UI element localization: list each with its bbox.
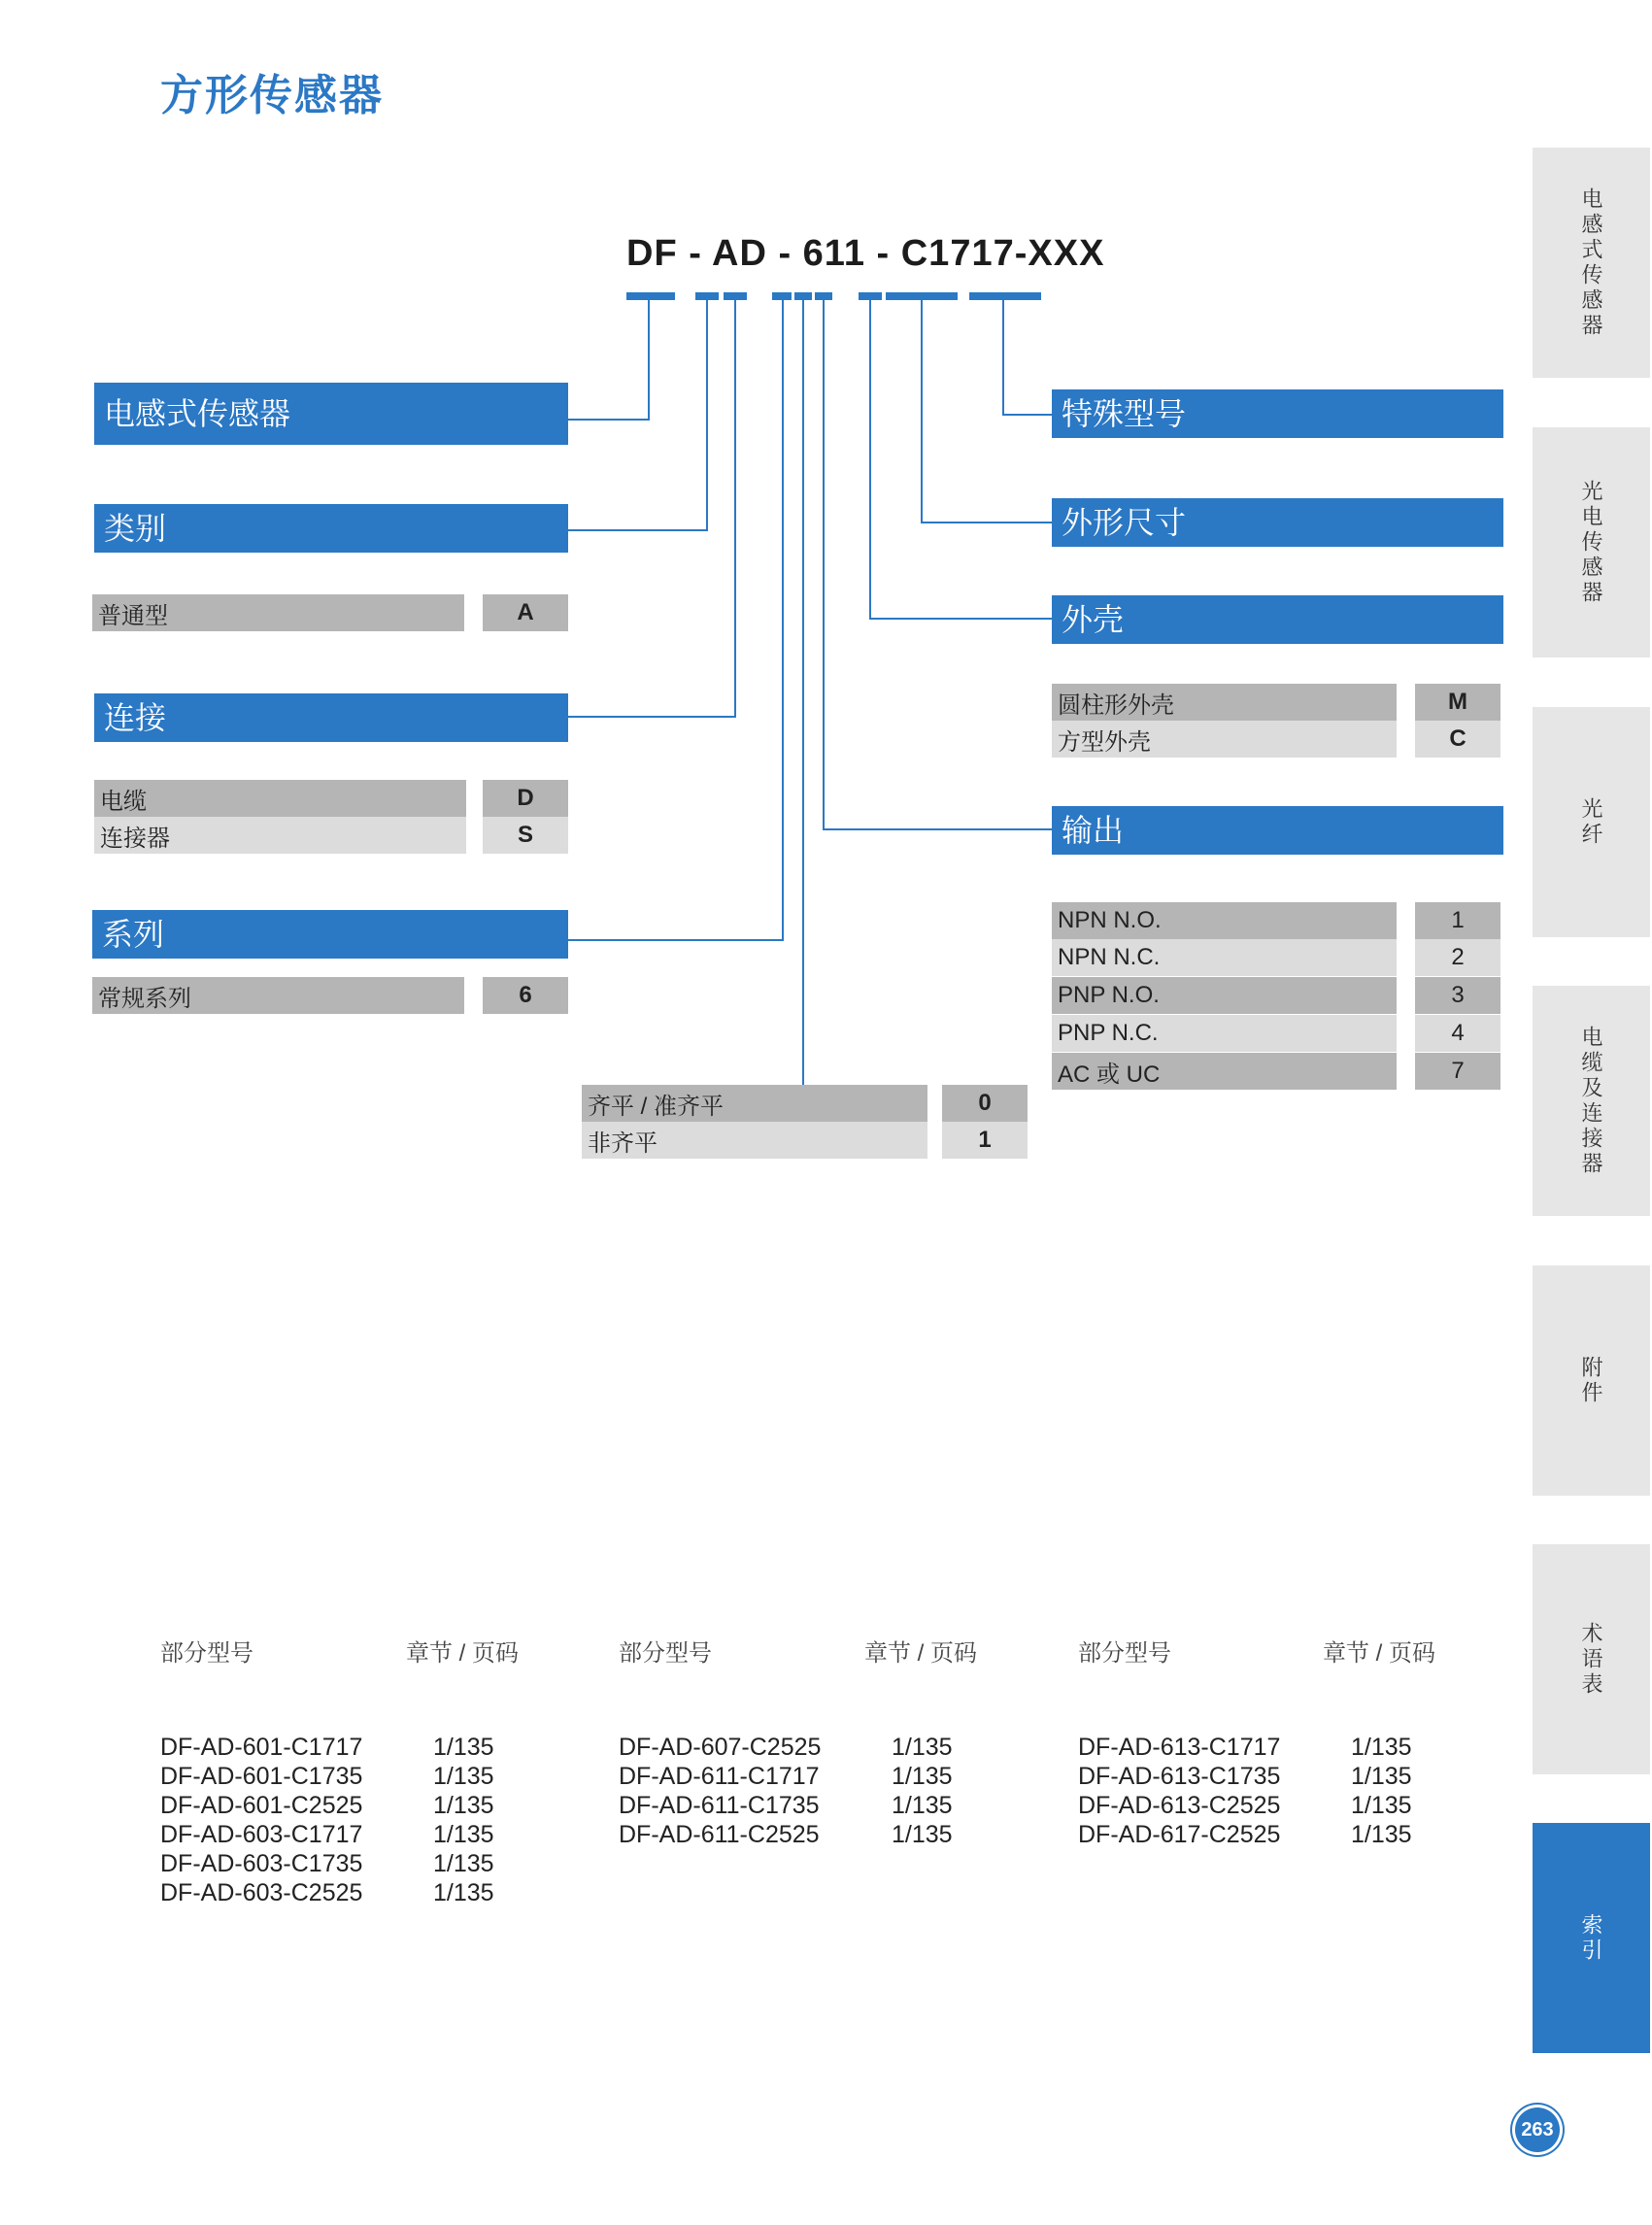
flush-option-code: 0	[942, 1085, 1028, 1122]
connection-option-label: 电缆	[94, 780, 466, 817]
section-housing-header: 外壳	[1052, 595, 1503, 644]
index-header-page: 章节 / 页码	[1323, 1640, 1436, 1667]
connector-special	[1003, 300, 1052, 415]
output-option-label: PNP N.O.	[1052, 977, 1397, 1014]
side-tab-photoelectric[interactable]	[1533, 427, 1650, 657]
index-header-part: 部分型号	[1078, 1640, 1171, 1667]
side-tab-accessories[interactable]	[1533, 1265, 1650, 1496]
index-column	[1351, 1733, 1467, 1849]
output-option-label: PNP N.C.	[1052, 1015, 1397, 1052]
index-header-part: 部分型号	[619, 1640, 712, 1667]
side-tab-index[interactable]	[1533, 1823, 1650, 2053]
index-header-page: 章节 / 页码	[406, 1640, 520, 1667]
index-page: 1/135	[1351, 1792, 1412, 1819]
connector-inductive	[568, 300, 649, 420]
side-tab-label: 电缆及连接器	[1579, 1025, 1603, 1177]
index-page: 1/135	[892, 1734, 953, 1761]
output-option-code: 7	[1415, 1053, 1500, 1090]
index-page: 1/135	[433, 1850, 494, 1877]
connection-option-code: D	[483, 780, 568, 817]
index-page: 1/135	[1351, 1821, 1412, 1848]
index-page: 1/135	[433, 1792, 494, 1819]
index-part: DF-AD-611-C1735	[619, 1792, 820, 1819]
index-page: 1/135	[433, 1763, 494, 1790]
index-part: DF-AD-611-C1717	[619, 1763, 820, 1790]
side-tab-label: 附件	[1579, 1355, 1603, 1406]
page-number-badge: 263	[1515, 2107, 1560, 2152]
index-page: 1/135	[892, 1763, 953, 1790]
flush-option-label: 非齐平	[582, 1122, 927, 1159]
index-column	[892, 1733, 1008, 1849]
index-page: 1/135	[433, 1879, 494, 1906]
connector-dimension	[922, 300, 1052, 523]
side-tab-label: 光纤	[1579, 796, 1603, 848]
index-part: DF-AD-603-C1717	[160, 1821, 363, 1848]
index-part: DF-AD-613-C2525	[1078, 1792, 1281, 1819]
connector-connection	[568, 300, 735, 717]
side-tab-cables[interactable]	[1533, 986, 1650, 1216]
index-column	[619, 1733, 891, 1849]
section-series-header: 系列	[92, 910, 568, 959]
output-option-label: AC 或 UC	[1052, 1053, 1397, 1090]
connector-category	[568, 300, 707, 530]
connector-series	[568, 300, 783, 940]
section-connection-header: 连接	[94, 693, 568, 742]
index-part: DF-AD-603-C2525	[160, 1879, 363, 1906]
side-tab-label: 光电传感器	[1579, 479, 1603, 606]
flush-option-label: 齐平 / 准齐平	[582, 1085, 927, 1122]
connector-housing	[870, 300, 1052, 619]
section-special-header: 特殊型号	[1052, 389, 1503, 438]
output-option-code: 2	[1415, 939, 1500, 976]
side-tab-label: 术语表	[1579, 1621, 1603, 1698]
index-page: 1/135	[892, 1792, 953, 1819]
index-part: DF-AD-613-C1735	[1078, 1763, 1281, 1790]
side-tab-label: 索引	[1579, 1912, 1603, 1964]
housing-option-code: C	[1415, 721, 1500, 758]
index-page: 1/135	[433, 1734, 494, 1761]
side-tab-fiber[interactable]	[1533, 707, 1650, 937]
connector-output	[824, 300, 1052, 829]
model-code: DF - AD - 611 - C1717-XXX	[626, 233, 1105, 274]
index-header-page: 章节 / 页码	[864, 1640, 978, 1667]
housing-option-code: M	[1415, 684, 1500, 721]
index-page: 1/135	[892, 1821, 953, 1848]
index-part: DF-AD-601-C1717	[160, 1734, 363, 1761]
index-page: 1/135	[433, 1821, 494, 1848]
index-part: DF-AD-603-C1735	[160, 1850, 363, 1877]
output-option-code: 4	[1415, 1015, 1500, 1052]
side-tab-glossary[interactable]	[1533, 1544, 1650, 1774]
housing-option-label: 圆柱形外壳	[1052, 684, 1397, 721]
index-page: 1/135	[1351, 1734, 1412, 1761]
index-header-part: 部分型号	[160, 1640, 253, 1667]
output-option-code: 1	[1415, 902, 1500, 939]
section-output-header: 输出	[1052, 806, 1503, 855]
section-dimension-header: 外形尺寸	[1052, 498, 1503, 547]
output-option-label: NPN N.O.	[1052, 902, 1397, 939]
category-option-code: A	[483, 594, 568, 631]
index-part: DF-AD-607-C2525	[619, 1734, 822, 1761]
index-column	[433, 1733, 550, 1907]
side-tab-inductive[interactable]	[1533, 148, 1650, 378]
index-part: DF-AD-617-C2525	[1078, 1821, 1281, 1848]
section-inductive-header: 电感式传感器	[94, 383, 568, 445]
side-tab-label: 电感式传感器	[1579, 186, 1603, 339]
housing-option-label: 方型外壳	[1052, 721, 1397, 758]
series-option-code: 6	[483, 977, 568, 1014]
index-page: 1/135	[1351, 1763, 1412, 1790]
index-column	[1078, 1733, 1350, 1849]
index-part: DF-AD-601-C1735	[160, 1763, 363, 1790]
section-category-header: 类别	[94, 504, 568, 553]
output-option-code: 3	[1415, 977, 1500, 1014]
index-part: DF-AD-613-C1717	[1078, 1734, 1281, 1761]
page-title: 方形传感器	[160, 72, 384, 119]
category-option-label: 普通型	[92, 594, 464, 631]
flush-option-code: 1	[942, 1122, 1028, 1159]
index-part: DF-AD-611-C2525	[619, 1821, 820, 1848]
index-part: DF-AD-601-C2525	[160, 1792, 363, 1819]
connection-option-label: 连接器	[94, 817, 466, 854]
connection-option-code: S	[483, 817, 568, 854]
output-option-label: NPN N.C.	[1052, 939, 1397, 976]
index-column	[160, 1733, 432, 1907]
series-option-label: 常规系列	[92, 977, 464, 1014]
